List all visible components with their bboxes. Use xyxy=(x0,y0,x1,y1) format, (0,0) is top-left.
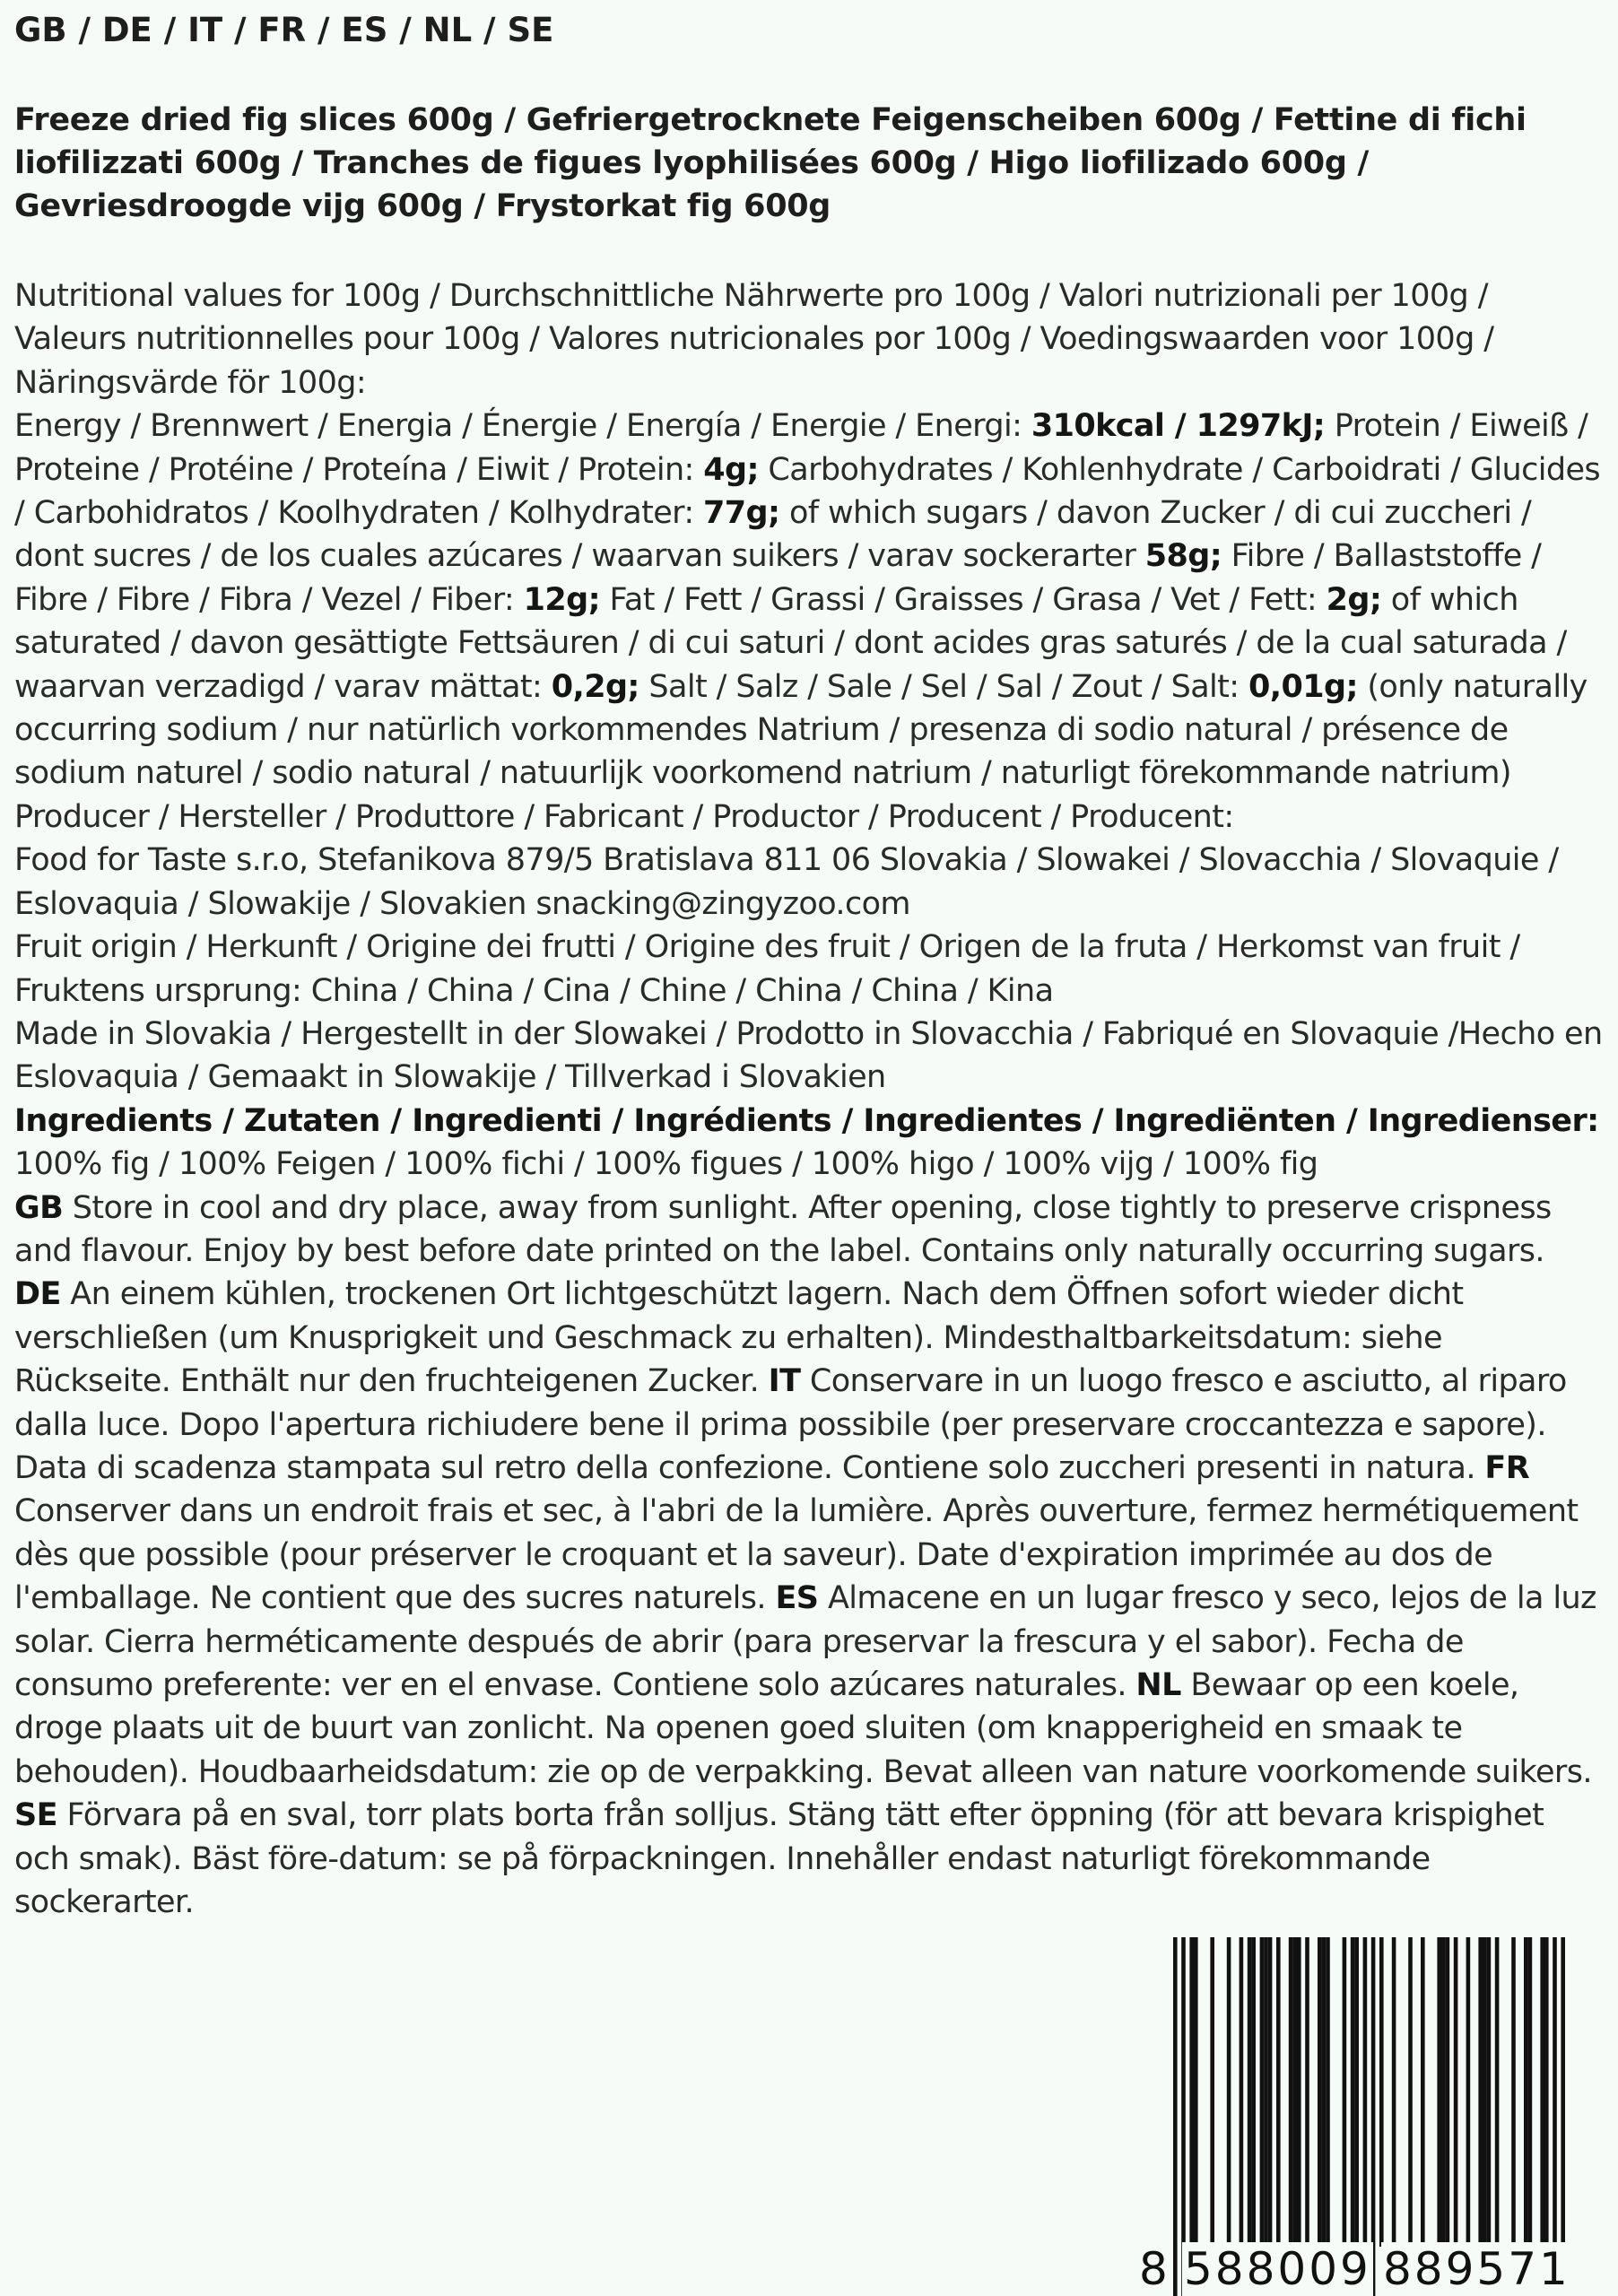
producer-address: Food for Taste s.r.o, Stefanikova 879/5 Bratislava 811 06 Slovakia / Slowakei / Slovacchia / Slovaquie / Eslovaquia / Slowakije / Slovakien snacking@zingyzoo.com xyxy=(14,842,1559,922)
barcode-bar xyxy=(1441,1937,1446,2247)
salt-label: Salt / Salz / Sale / Sel / Sal / Zout / Salt: xyxy=(648,668,1240,705)
barcode-bar xyxy=(1264,1937,1268,2247)
saturated-value: 0,2g; xyxy=(551,668,639,705)
energy-label: Energy / Brennwert / Energia / Énergie / Energía / Energie / Energi: xyxy=(14,408,1022,445)
barcode-bar xyxy=(1326,1937,1330,2247)
producer-label: Producer / Hersteller / Produttore / Fabricant / Productor / Producent / Producent: xyxy=(14,798,1234,835)
sodium-note: (only naturally occurring sodium / nur natürlich vorkommendes Natrium / presenza di sodio natural / présence de sodium naturel / sodio natural / natuurlijk voorkomend natrium / naturligt förekommande natrium) xyxy=(14,668,1588,792)
barcode-bar xyxy=(1322,1937,1327,2247)
barcode-digits-left: 588009 xyxy=(1184,2243,1371,2295)
barcode-bar xyxy=(1194,1937,1198,2247)
barcode-bar xyxy=(1478,1937,1483,2247)
barcode-bar xyxy=(1227,1937,1231,2247)
storage-text-gb: Store in cool and dry place, away from sunlight. After opening, close tightly to preserve crispness and flavour. Enjoy by best before date printed on the label. Contains only naturally occurring sugars. xyxy=(14,1189,1552,1269)
barcode-digits xyxy=(1137,2242,1595,2296)
barcode-bar xyxy=(1483,1937,1487,2247)
barcode-bar xyxy=(1466,1937,1471,2247)
nutrition-intro: Nutritional values for 100g / Durchschnittliche Nährwerte pro 100g / Valori nutrizionali per 100g / Valeurs nutritionnelles pour 100g / Valores nutricionales por 100g / Voedingswaarden voor 100g / Näringsvärde för 100g: xyxy=(14,278,1494,401)
storage-text-it: Conservare in un luogo fresco e asciutto, al riparo dalla luce. Dopo l'apertura richiudere bene il prima possibile (per preservare croccantezza e sapore). Data di scadenza stampata sul retro della confezione. Contiene solo zuccheri presenti in natura. xyxy=(14,1363,1567,1486)
barcode-digit-first: 8 xyxy=(1139,2243,1168,2295)
storage-block xyxy=(14,1187,1604,1925)
barcode-bar xyxy=(1260,1937,1265,2247)
fruit-origin: Fruit origin / Herkunft / Origine dei frutti / Origine des fruit / Origen de la fruta / Herkomst van fruit / Fruktens ursprung: China / China / Cina / Chine / China / China / Kina xyxy=(14,929,1520,1009)
label-sheet xyxy=(14,0,1604,1924)
protein-value: 4g; xyxy=(703,451,759,488)
saturated-label: of which saturated / davon gesättigte Fettsäuren / di cui saturi / dont acides gras saturés / de la cual saturada / waarvan verzadigd / varav mättat: xyxy=(14,581,1567,705)
storage-code-nl: NL xyxy=(1135,1667,1181,1703)
barcode-bar xyxy=(1251,1937,1256,2247)
barcode-bar xyxy=(1437,1937,1441,2247)
storage-code-gb: GB xyxy=(14,1189,64,1226)
fibre-label: Fibre / Ballaststoffe / Fibre / Fibre / Fibra / Vezel / Fiber: xyxy=(14,538,1542,618)
barcode-bar xyxy=(1351,1937,1355,2247)
storage-text-es: Almacene en un lugar fresco y seco, lejos de la luz solar. Cierra herméticamente después de abrir (para preservar la frescura y el sabor). Fecha de consumo preferente: ver en el envase. Contiene solo azúcares naturales. xyxy=(14,1580,1596,1703)
barcode-bar xyxy=(1297,1937,1301,2247)
salt-value: 0,01g; xyxy=(1248,668,1358,705)
barcode-bar xyxy=(1289,1937,1293,2247)
protein-label: Protein / Eiweiß / Proteine / Protéine / Proteína / Eiwit / Protein: xyxy=(14,408,1588,488)
storage-text-nl: Bewaar op een koele, droge plaats uit de buurt van zonlicht. Na openen goed sluiten (om knapperigheid en smaak te behouden). Houdbaarheidsdatum: zie op de verpakking. Bevat alleen van nature voorkomende suikers. xyxy=(14,1667,1592,1790)
storage-code-de: DE xyxy=(14,1276,61,1313)
carbs-label: Carbohydrates / Kohlenhydrate / Carboidrati / Glucides / Carbohidratos / Koolhydraten / Kolhydrater: xyxy=(14,451,1601,532)
carbs-value: 77g; xyxy=(703,495,780,532)
ingredients-heading: Ingredients / Zutaten / Ingredienti / Ingrédients / Ingredientes / Ingrediënten / Ingredienser: xyxy=(14,1102,1599,1139)
barcode-bar xyxy=(1189,1937,1194,2247)
barcode-bar xyxy=(1318,1937,1322,2247)
fat-value: 2g; xyxy=(1326,581,1382,618)
language-codes: GB / DE / IT / FR / ES / NL / SE xyxy=(14,11,554,49)
nutrition-block xyxy=(14,274,1604,796)
storage-text-se: Förvara på en sval, torr plats borta från solljus. Stäng tätt efter öppning (för att bevara krispighet och smak). Bäst före-datum: se på förpackningen. Innehåller endast naturligt förekommande sockerarter. xyxy=(14,1797,1544,1921)
storage-text-fr: Conserver dans un endroit frais et sec, à l'abri de la lumière. Après ouverture, fermez hermétiquement dès que possible (pour préserver le croquant et la saveur). Date d'expiration imprimée au dos de l'emballage. Ne contient que des sucres naturels. xyxy=(14,1493,1579,1617)
barcode-bar xyxy=(1528,1937,1533,2247)
barcode-bar xyxy=(1446,1937,1450,2247)
barcode-bar xyxy=(1421,1937,1425,2247)
ingredients-label xyxy=(14,1100,1604,1143)
label-body xyxy=(14,274,1604,1924)
barcode-bar xyxy=(1305,1937,1309,2247)
barcode-bar xyxy=(1408,1937,1413,2247)
sugars-value: 58g; xyxy=(1144,538,1222,575)
barcode-bar xyxy=(1454,1937,1458,2247)
barcode-bar xyxy=(1248,1937,1252,2247)
product-title: Freeze dried fig slices 600g / Gefriergetrocknete Feigenscheiben 600g / Fettine di fichi liofilizzati 600g / Tranches de figues lyophilisées 600g / Higo liofilizado 600g / Gevriesdroogde vijg 600g / Frystorkat fig 600g xyxy=(14,102,1527,224)
energy-value: 310kcal / 1297kJ; xyxy=(1031,408,1326,445)
fat-label: Fat / Fett / Grassi / Graisses / Grasa / Vet / Fett: xyxy=(609,581,1318,618)
barcode-bar xyxy=(1495,1937,1500,2247)
barcode-bar xyxy=(1487,1937,1492,2247)
barcode-bar xyxy=(1392,1937,1396,2247)
barcode-bar xyxy=(1343,1937,1347,2247)
barcode-bar xyxy=(1511,1937,1516,2247)
fibre-value: 12g; xyxy=(523,581,601,618)
barcode xyxy=(1137,1937,1595,2296)
storage-code-fr: FR xyxy=(1484,1449,1530,1486)
barcode-bar xyxy=(1354,1937,1359,2247)
storage-text-de: An einem kühlen, trockenen Ort lichtgeschützt lagern. Nach dem Öffnen sofort wieder dicht verschließen (um Knusprigkeit und Geschmack zu erhalten). Mindesthaltbarkeitsdatum: siehe Rückseite. Enthält nur den fruchteigenen Zucker. xyxy=(14,1276,1464,1400)
ingredients-text: 100% fig / 100% Feigen / 100% fichi / 100% figues / 100% higo / 100% vijg / 100% fig xyxy=(14,1146,1318,1183)
sugars-label: of which sugars / davon Zucker / di cui zuccheri / dont sucres / de los cuales azúcares / waarvan suikers / varav sockerarter xyxy=(14,495,1532,575)
made-in: Made in Slovakia / Hergestellt in der Slowakei / Prodotto in Slovacchia / Fabriqué en Slovaquie /Hecho en Eslovaquia / Gemaakt in Slowakije / Tillverkad i Slovakien xyxy=(14,1015,1603,1096)
barcode-bar xyxy=(1379,1937,1384,2247)
barcode-bar xyxy=(1210,1937,1214,2247)
barcode-bar xyxy=(1544,1937,1549,2247)
barcode-digits-right: 889571 xyxy=(1383,2243,1570,2295)
barcode-bar xyxy=(1292,1937,1297,2247)
barcode-bar xyxy=(1540,1937,1544,2247)
storage-code-se: SE xyxy=(14,1797,57,1834)
barcode-bar xyxy=(1524,1937,1528,2247)
barcode-bar xyxy=(1276,1937,1281,2247)
storage-code-it: IT xyxy=(768,1363,801,1400)
storage-code-es: ES xyxy=(775,1580,819,1617)
barcode-bar xyxy=(1268,1937,1273,2247)
barcode-bar xyxy=(1240,1937,1244,2247)
